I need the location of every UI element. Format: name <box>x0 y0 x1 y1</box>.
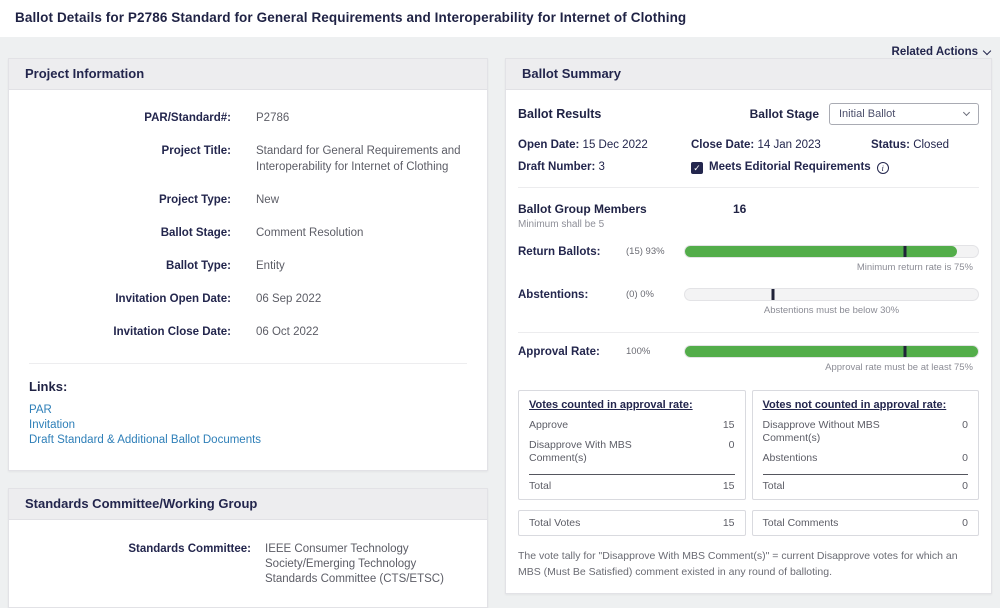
field-value: New <box>256 194 280 206</box>
standards-committee-header: Standards Committee/Working Group <box>9 489 487 520</box>
field-label: Invitation Open Date: <box>115 293 231 305</box>
return-ballots-note: Minimum return rate is 75% <box>856 262 973 273</box>
threshold-marker <box>903 246 906 257</box>
votes-counted-table <box>518 390 746 500</box>
votes-not-counted-heading: Votes not counted in approval rate: <box>762 399 947 411</box>
link-par[interactable]: PAR <box>29 404 52 416</box>
field-value: P2786 <box>256 112 290 124</box>
ballot-summary-header: Ballot Summary <box>506 59 991 90</box>
field-invitation-open-date <box>29 291 467 307</box>
field-label: PAR/Standard#: <box>144 112 231 124</box>
return-ballots-label: Return Ballots: <box>518 245 601 258</box>
field-project-type <box>29 192 467 208</box>
divider <box>518 187 979 188</box>
abstentions-group <box>518 288 979 316</box>
ballot-summary-panel <box>505 58 992 594</box>
meets-editorial-label: Meets Editorial Requirements <box>709 161 871 173</box>
approval-rate-value: 100% <box>626 346 651 357</box>
total-votes-value: 15 <box>722 517 735 529</box>
field-value: 06 Sep 2022 <box>256 293 322 305</box>
field-value: Entity <box>256 260 285 272</box>
links-heading: Links: <box>29 379 68 394</box>
project-information-header: Project Information <box>9 59 487 90</box>
bar-fill <box>685 346 978 357</box>
related-actions-button[interactable] <box>892 46 990 58</box>
abstentions-label: Abstentions: <box>518 288 589 301</box>
votes-counted-heading: Votes counted in approval rate: <box>529 399 693 411</box>
table-row: Approve 15 <box>529 419 735 431</box>
link-draft-standard-documents[interactable]: Draft Standard & Additional Ballot Documents <box>29 434 262 446</box>
table-row: Disapprove Without MBS Comment(s) 0 <box>762 419 968 444</box>
table-row: Abstentions 0 <box>762 452 968 464</box>
chevron-down-icon <box>983 46 991 54</box>
ballot-stage-selected-value: Initial Ballot <box>839 108 896 120</box>
field-label: Ballot Type: <box>166 260 231 272</box>
members-minimum-note: Minimum shall be 5 <box>518 219 605 230</box>
open-date: Open Date: 15 Dec 2022 <box>518 139 648 151</box>
mbs-footnote: The vote tally for "Disapprove With MBS Comment(s)" = current Disapprove votes for which an MBS (Must Be Satisfied) comment existed in any round of balloting. <box>518 550 958 578</box>
table-row: Disapprove With MBS Comment(s) 0 <box>529 439 735 464</box>
field-ballot-stage <box>29 225 467 241</box>
ballot-stage-label: Ballot Stage <box>749 107 819 121</box>
field-ballot-type <box>29 258 467 274</box>
approval-rate-label: Approval Rate: <box>518 345 600 358</box>
draft-number: Draft Number: 3 <box>518 161 605 173</box>
table-total-row: Total 15 <box>529 474 735 492</box>
field-label: Project Title: <box>161 145 231 157</box>
field-value: Standard for General Requirements and Interoperability for Internet of Clothing <box>256 145 461 173</box>
close-date: Close Date: 14 Jan 2023 <box>691 139 821 151</box>
approval-rate-note: Approval rate must be at least 75% <box>825 362 973 373</box>
table-total-row: Total 0 <box>763 474 969 492</box>
return-ballots-value: (15) 93% <box>626 246 665 257</box>
bar-fill <box>685 246 957 257</box>
standards-committee-value: IEEE Consumer Technology Society/Emerging Technology Standards Committee (CTS/ETSC) <box>265 543 444 585</box>
total-comments-box <box>752 510 980 536</box>
divider <box>518 332 979 333</box>
approval-rate-bar <box>684 345 979 358</box>
field-label: Invitation Close Date: <box>113 326 231 338</box>
total-votes-label: Total Votes <box>529 517 581 529</box>
abstentions-bar <box>684 288 979 301</box>
votes-not-counted-table <box>752 390 980 500</box>
ballot-group-members-label: Ballot Group Members <box>518 202 647 216</box>
standards-committee-panel <box>8 488 488 608</box>
abstentions-value: (0) 0% <box>626 289 654 300</box>
threshold-marker <box>771 289 774 300</box>
threshold-marker <box>903 346 906 357</box>
field-project-title <box>29 143 467 175</box>
field-invitation-close-date <box>29 324 467 340</box>
field-value: 06 Oct 2022 <box>256 326 319 338</box>
total-comments-label: Total Comments <box>762 517 839 529</box>
chevron-down-icon <box>963 109 970 116</box>
total-votes-box <box>518 510 746 536</box>
field-par-standard <box>29 110 467 126</box>
ballot-results-heading: Ballot Results <box>518 107 602 121</box>
return-ballots-group <box>518 245 979 273</box>
field-label: Ballot Stage: <box>160 227 231 239</box>
field-value: Comment Resolution <box>256 227 364 239</box>
ballot-group-members-value: 16 <box>733 202 747 216</box>
total-comments-value: 0 <box>962 517 968 529</box>
related-actions-label: Related Actions <box>891 46 978 58</box>
page-title: Ballot Details for P2786 Standard for General Requirements and Interoperability for Internet of Clothing <box>15 10 687 25</box>
meets-editorial-checkbox[interactable] <box>691 162 703 174</box>
return-ballots-bar <box>684 245 979 258</box>
status: Status: Closed <box>871 139 949 151</box>
approval-rate-group <box>518 345 979 373</box>
standards-committee-label: Standards Committee: <box>128 543 251 555</box>
top-title-bar <box>0 0 1000 37</box>
abstentions-note: Abstentions must be below 30% <box>763 305 900 316</box>
link-invitation[interactable]: Invitation <box>29 419 76 431</box>
ballot-stage-select[interactable] <box>829 103 979 125</box>
field-label: Project Type: <box>159 194 231 206</box>
project-information-panel <box>8 58 488 471</box>
info-icon[interactable] <box>877 162 889 174</box>
